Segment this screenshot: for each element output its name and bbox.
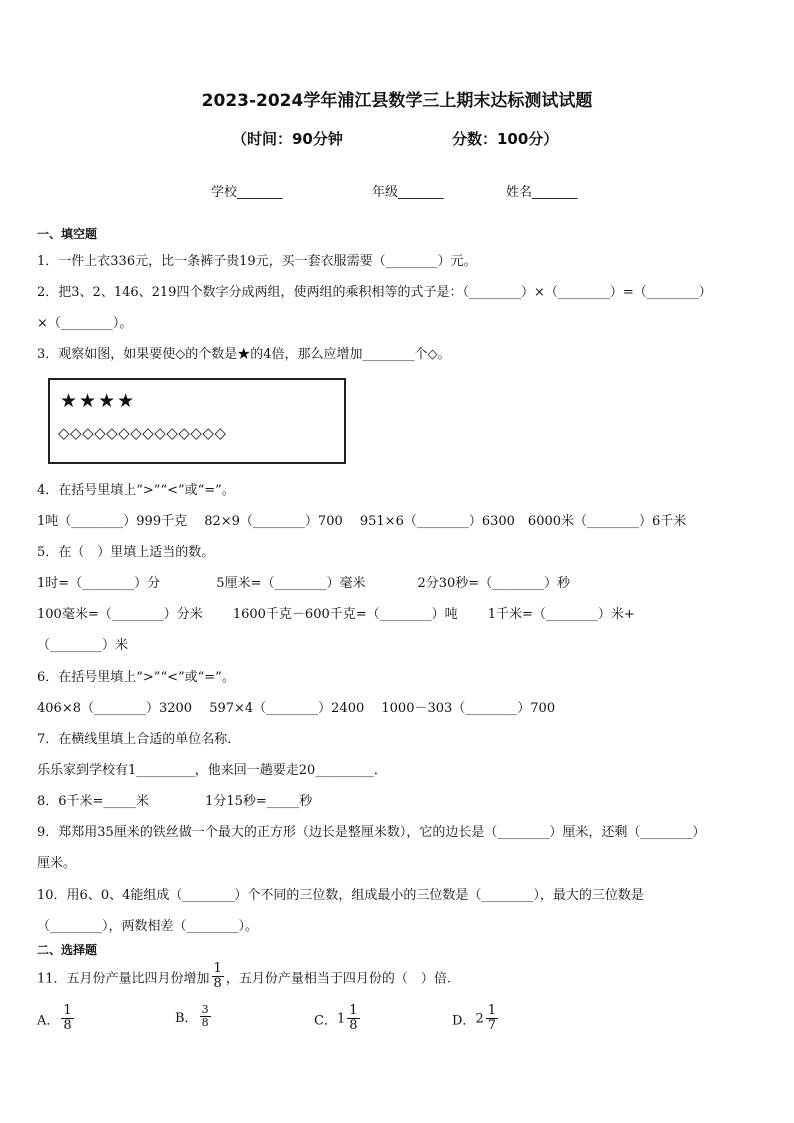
question-8: 8．6千米=_____米 1分15秒=_____秒 (37, 794, 313, 809)
fraction-numerator: 1 (487, 1003, 496, 1018)
star-row: ★★★★ (60, 390, 137, 412)
question-10: 10．用6、0、4能组成（________）个不同的三位数，组成最小的三位数是（________），最大的三位数是 (37, 888, 644, 903)
section-heading-fill-blank: 一、填空题 (37, 227, 98, 241)
option-whole-number: 2 (475, 1011, 484, 1027)
fraction-numerator: 3 (201, 1003, 209, 1016)
option-d[interactable] (452, 1004, 500, 1034)
option-fraction (61, 1004, 73, 1034)
question-4: 4．在括号里填上“>”“<”或“=”。 (37, 483, 235, 498)
fraction-numerator: 1 (63, 1003, 72, 1018)
exam-score: 分数：100分） (452, 130, 559, 148)
page-title: 2023-2024学年浦江县数学三上期末达标测试试题 (201, 91, 593, 111)
option-label: D． (452, 1013, 476, 1029)
question-1: 1．一件上衣336元，比一条裤子贵19元，买一套衣服需要（________）元。 (37, 254, 477, 269)
question-6-items: 406×8（________）3200 597×4（________）2400 1000－303（________）700 (37, 701, 556, 716)
fraction-denominator: 8 (213, 976, 222, 992)
question-2-cont: ×（________）。 (37, 316, 133, 331)
question-10-cont: （________），两数相差（________）。 (37, 919, 259, 934)
question-9: 9．郑郑用35厘米的铁丝做一个最大的正方形（边长是整厘米数），它的边长是（________）厘米，还剩（________） (37, 825, 706, 840)
exam-time: （时间：90分钟 (232, 130, 343, 148)
option-a[interactable] (37, 1004, 76, 1034)
option-b[interactable] (175, 1004, 213, 1029)
option-fraction (200, 1004, 211, 1029)
fraction-numerator: 1 (349, 1003, 358, 1018)
question-5-row-3: （________）米 (37, 638, 129, 653)
question-5-row-1: 1时=（________）分 5厘米=（________）毫米 2分30秒=（________）秒 (37, 576, 571, 591)
question-11-text: 11．五月份产量比四月份增加 (37, 971, 210, 987)
question-7: 7．在横线里填上合适的单位名称． (37, 732, 241, 747)
fraction-denominator: 8 (349, 1018, 358, 1034)
option-whole-number: 1 (336, 1011, 346, 1027)
question-11 (37, 962, 451, 992)
question-5: 5．在（ ）里填上适当的数。 (37, 545, 215, 560)
question-9-cont: 厘米。 (37, 856, 77, 871)
grade-field[interactable]: 年级_______ (372, 185, 444, 200)
fraction-denominator: 8 (63, 1018, 72, 1034)
name-field[interactable]: 姓名_______ (506, 185, 578, 200)
question-2: 2．把3、2、146、219四个数字分成两组，使两组的乘积相等的式子是：（________）×（________）=（________） (37, 285, 712, 300)
section-heading-choice: 二、选择题 (37, 943, 98, 957)
option-label: B． (175, 1011, 198, 1027)
option-fraction (486, 1004, 498, 1034)
question-6: 6．在括号里填上“>”“<”或“=”。 (37, 670, 235, 685)
option-label: A． (37, 1013, 60, 1029)
question-3: 3．观察如图，如果要使◇的个数是★的4倍，那么应增加________个◇。 (37, 347, 451, 362)
option-c[interactable] (314, 1004, 362, 1034)
diamond-row: ◇◇◇◇◇◇◇◇◇◇◇◇◇◇ (58, 424, 227, 442)
fraction-denominator: 7 (487, 1018, 496, 1034)
question-11-tail: ，五月份产量相当于四月份的（ ）倍. (225, 971, 451, 987)
option-fraction (347, 1004, 359, 1034)
fraction-numerator: 1 (213, 961, 222, 976)
figure-box (48, 378, 346, 464)
school-field[interactable]: 学校_______ (211, 185, 283, 200)
question-5-row-2: 100毫米=（________）分米 1600千克－600千克=（________）吨 1千米=（________）米+ (37, 607, 635, 622)
question-4-items: 1吨（________）999千克 82×9（________）700 951×6（________）6300 6000米（________）6千米 (37, 514, 687, 529)
fraction-denominator: 8 (201, 1016, 209, 1030)
question-11-fraction (212, 962, 224, 992)
question-7-line: 乐乐家到学校有1_________，他来回一趟要走20_________． (37, 763, 387, 778)
option-label: C． (314, 1013, 337, 1029)
